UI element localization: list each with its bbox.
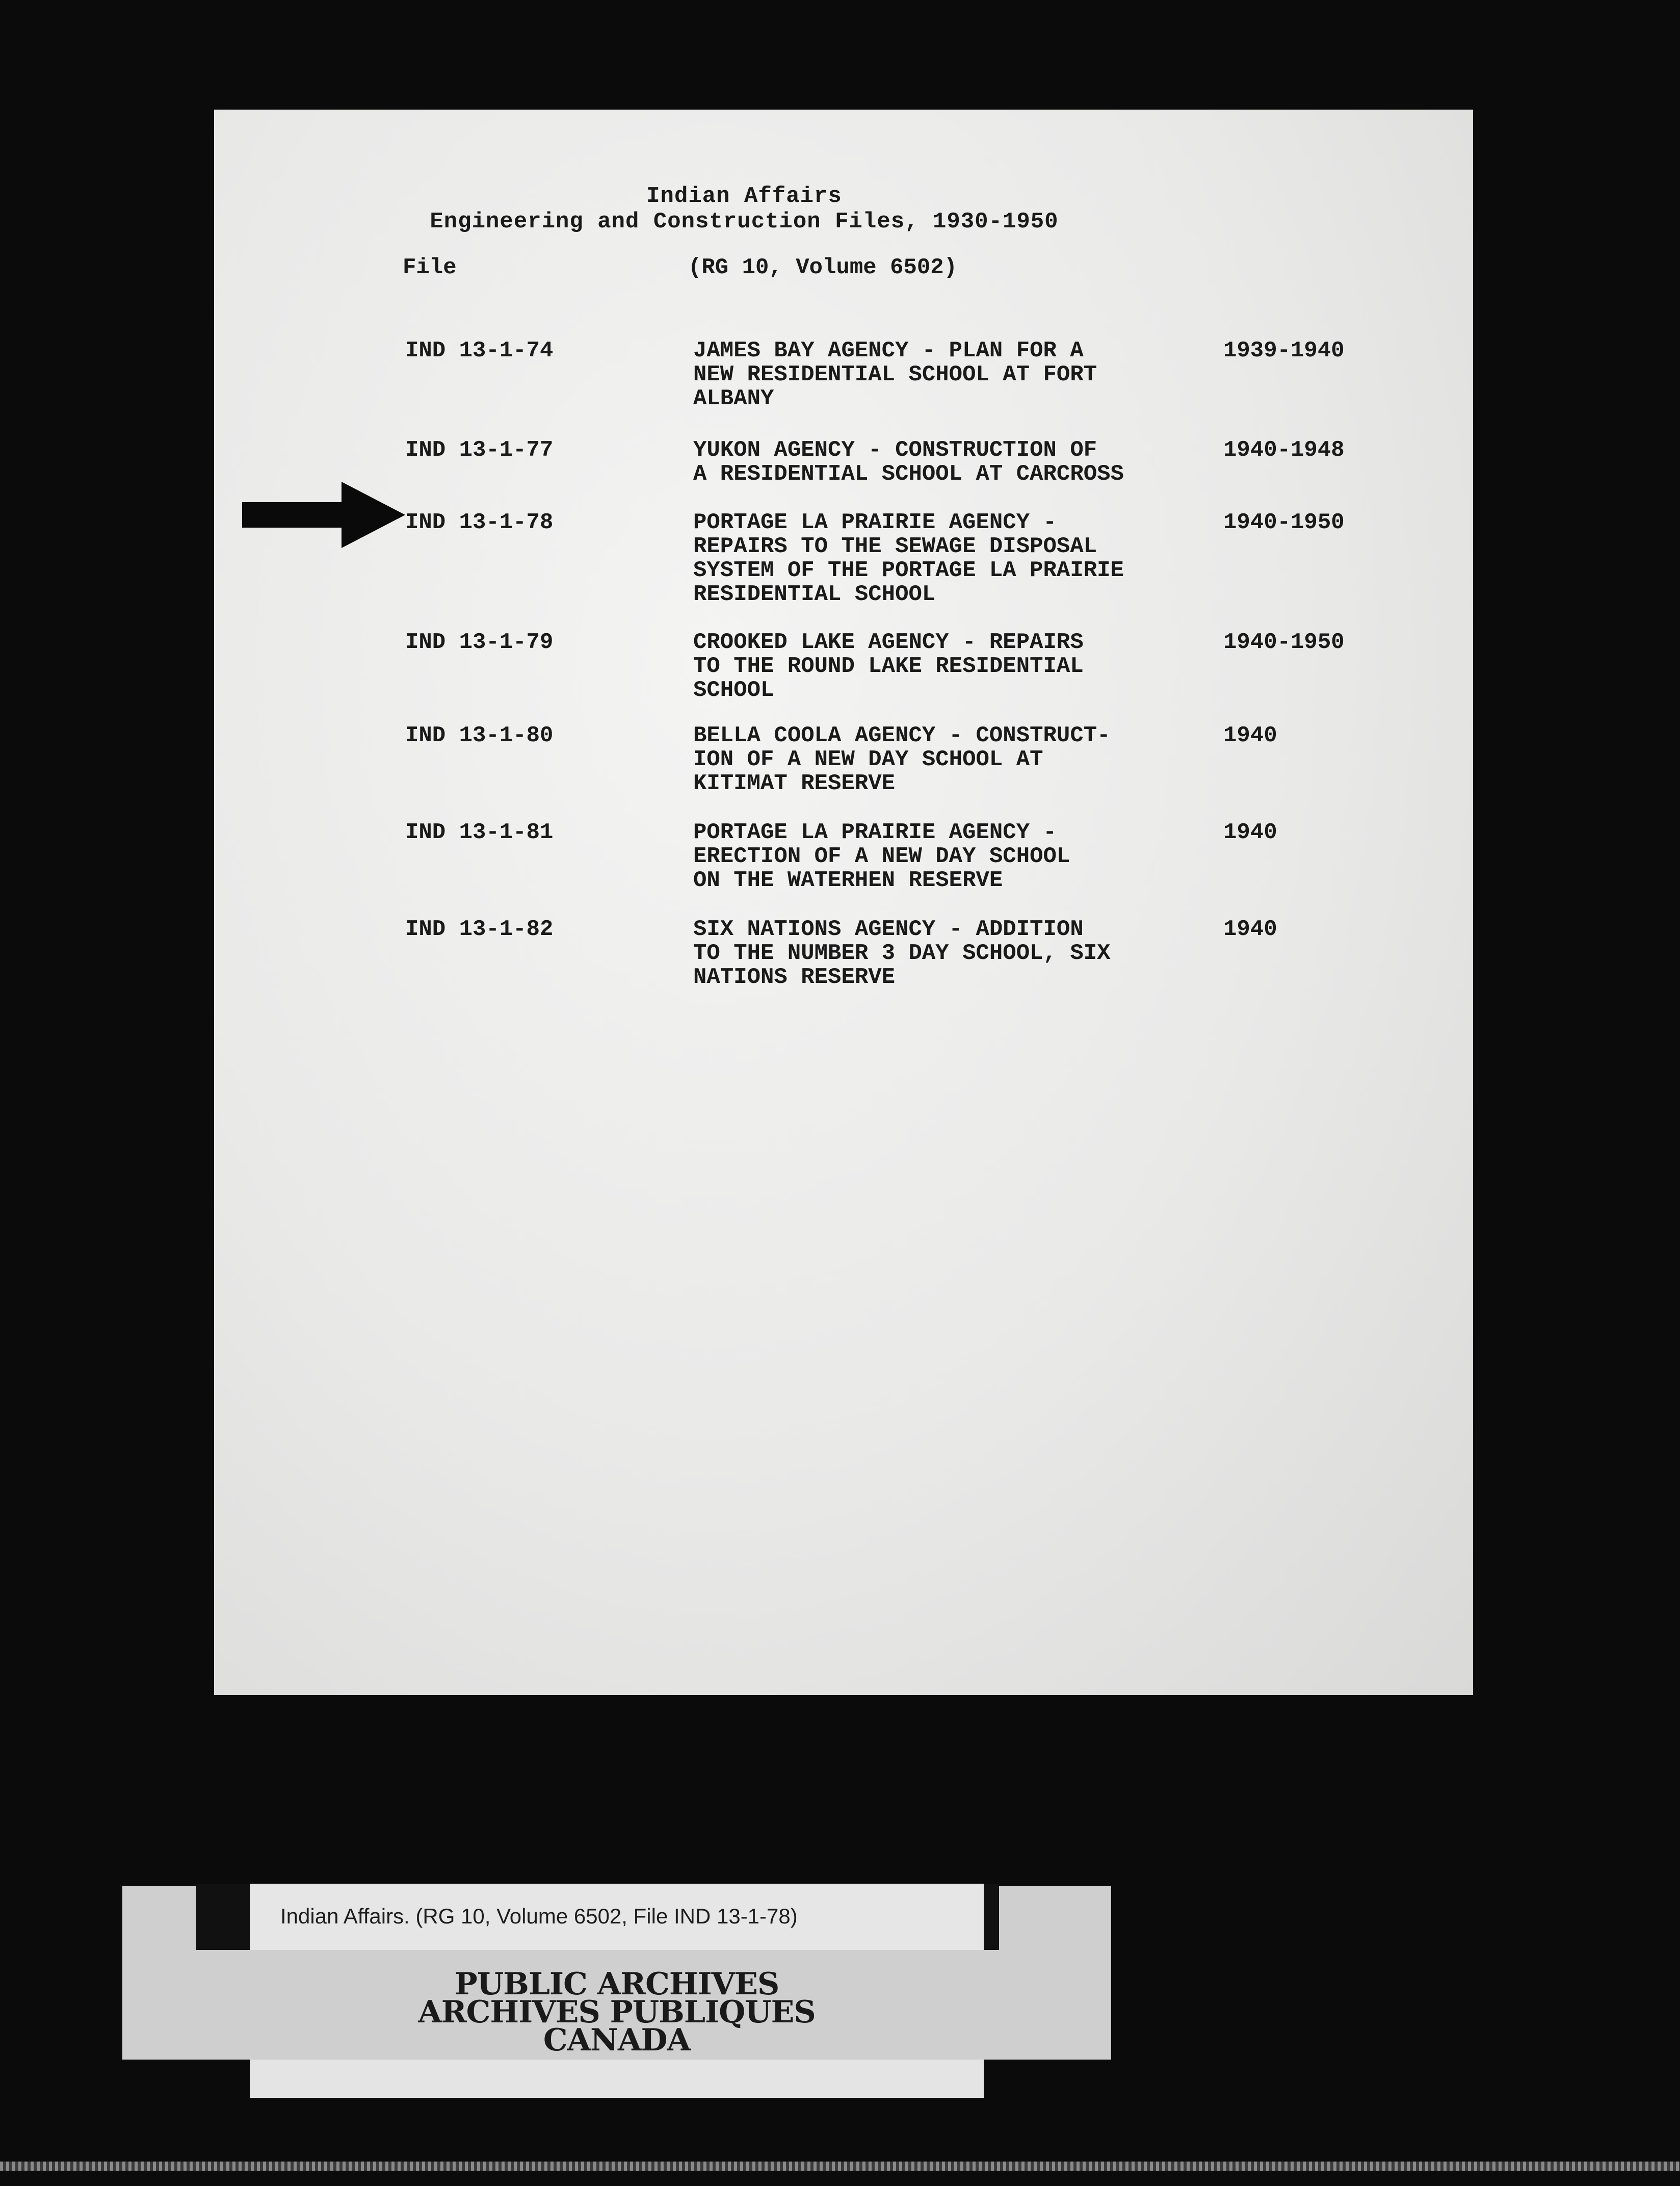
file-dates: 1940 [1223,723,1277,748]
file-number: IND 13-1-81 [405,820,554,845]
volume-reference: (RG 10, Volume 6502) [688,255,958,280]
file-column-header: File [403,255,457,280]
file-dates: 1940-1950 [1223,510,1345,535]
file-number: IND 13-1-77 [405,437,554,463]
file-dates: 1940-1948 [1223,437,1345,463]
label-shadow [196,1884,250,1950]
file-dates: 1940 [1223,820,1277,845]
archives-stamp [377,1966,856,2058]
file-description: CROOKED LAKE AGENCY - REPAIRS TO THE ROUND LAKE RESIDENTIAL SCHOOL [693,630,1084,703]
file-dates: 1939-1940 [1223,338,1345,363]
file-number: IND 13-1-80 [405,723,554,748]
file-number: IND 13-1-74 [405,338,554,363]
file-description: SIX NATIONS AGENCY - ADDITION TO THE NUMBER 3 DAY SCHOOL, SIX NATIONS RESERVE [693,917,1111,990]
file-number: IND 13-1-78 [405,510,554,535]
stamp-line: PUBLIC ARCHIVES [454,1966,779,2002]
file-number: IND 13-1-79 [405,630,554,655]
file-description: PORTAGE LA PRAIRIE AGENCY - ERECTION OF A NEW DAY SCHOOL ON THE WATERHEN RESERVE [693,820,1070,893]
file-description: YUKON AGENCY - CONSTRUCTION OF A RESIDENTIAL SCHOOL AT CARCROSS [693,437,1124,487]
document-title: Indian Affairs [646,184,842,209]
caption-text: Indian Affairs. (RG 10, Volume 6502, File IND 13-1-78) [280,1904,798,1928]
archive-caption [250,1884,984,1950]
file-dates: 1940 [1223,917,1277,942]
document-subtitle: Engineering and Construction Files, 1930-1950 [430,209,1059,235]
film-edge [0,2162,1680,2171]
arrow-right-icon [242,482,405,548]
label-shadow [984,1884,999,1950]
file-number: IND 13-1-82 [405,917,554,942]
stamp-line: ARCHIVES PUBLIQUES [418,1994,816,2030]
document-page [214,110,1473,1695]
file-description: BELLA COOLA AGENCY - CONSTRUCT- ION OF A NEW DAY SCHOOL AT KITIMAT RESERVE [693,723,1111,796]
file-description: JAMES BAY AGENCY - PLAN FOR A NEW RESIDENTIAL SCHOOL AT FORT ALBANY [693,338,1097,411]
stamp-line: CANADA [543,2022,691,2058]
label-bottom-strip [250,2060,984,2098]
file-description: PORTAGE LA PRAIRIE AGENCY - REPAIRS TO THE SEWAGE DISPOSAL SYSTEM OF THE PORTAGE LA PRAIRIE RESIDENTIAL SCHOOL [693,510,1124,607]
file-dates: 1940-1950 [1223,630,1345,655]
